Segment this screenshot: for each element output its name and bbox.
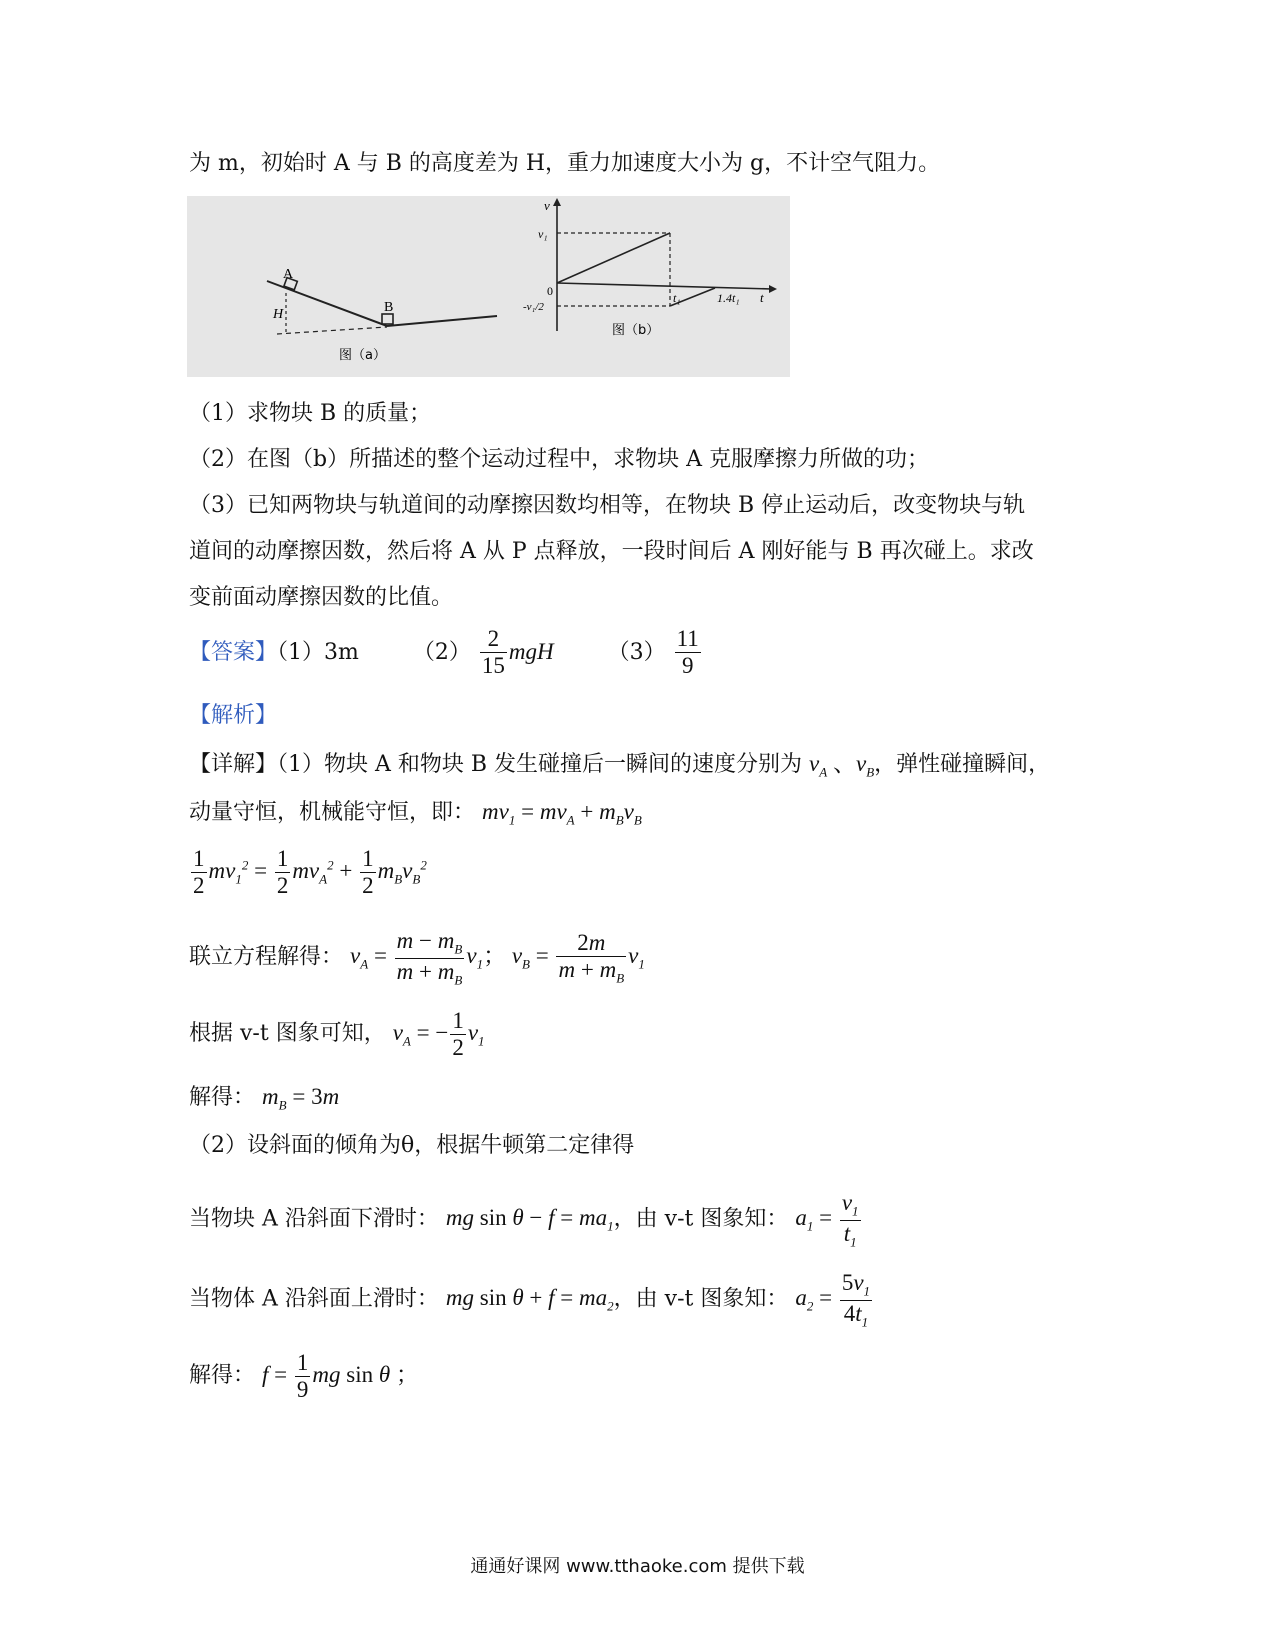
detail-text-4: 联立方程解得： xyxy=(189,944,344,970)
detail-line-10: 解得： f = $\frac{1}{9}$ mg sin θ ； xyxy=(189,1350,419,1403)
answer-part-3: （3） xyxy=(607,639,666,665)
answer-3-fraction: $\frac{11}{9}$ xyxy=(676,626,699,679)
fig-b-caption: 图（b） xyxy=(612,323,660,338)
detail-text-9-mid: ，由 v-t 图象知： xyxy=(613,1286,789,1312)
fig-a-label-A: A xyxy=(283,267,294,282)
answer-part-1: （1）3m xyxy=(277,639,359,665)
detail-line-5: 根据 v-t 图象可知， $v_A$ = − $\frac{1}{2}$ $v_1$ xyxy=(189,1008,485,1061)
problem-figure xyxy=(187,196,790,377)
detail-label: 【详解】 xyxy=(189,752,278,777)
answer-2-fraction: $\frac{2}{15}$ xyxy=(481,626,505,679)
question-3-line-3: 变前面动摩擦因数的比值。 xyxy=(189,585,454,610)
analysis-label: 【解析】 xyxy=(189,703,278,728)
answer-line xyxy=(189,626,703,680)
answer-part-2: （2） xyxy=(412,639,471,665)
detail-text-8-mid: ，由 v-t 图象知： xyxy=(613,1206,789,1232)
answer-label: 【答案】 xyxy=(189,639,278,665)
figure-b xyxy=(523,198,777,338)
fig-b-axis-t: t xyxy=(760,290,764,305)
fig-b-t1: t₁ xyxy=(673,291,681,305)
fig-b-neg: -v₁/2 xyxy=(523,301,544,313)
detail-line-2 xyxy=(189,795,642,829)
fig-a-caption: 图（a） xyxy=(339,348,386,363)
fig-b-14t1: 1.4t₁ xyxy=(717,291,740,305)
question-1: （1）求物块 B 的质量； xyxy=(189,401,432,426)
question-3-line-1: （3）已知两物块与轨道间的动摩擦因数均相等，在物块 B 停止运动后，改变物块与轨 xyxy=(189,493,1026,518)
detail-text-1: （1）物块 A 和物块 B 发生碰撞后一瞬间的速度分别为 xyxy=(277,752,803,777)
answer-2-tail: mgH xyxy=(508,638,554,664)
question-3-line-2: 道间的动摩擦因数，然后将 A 从 P 点释放，一段时间后 A 刚好能与 B 再次碰上。求改 xyxy=(189,539,1034,564)
detail-text-6: 解得： xyxy=(189,1085,256,1110)
fig-b-v1: v₁ xyxy=(538,227,548,241)
fig-b-origin: 0 xyxy=(547,284,553,298)
detail-text-9: 当物体 A 沿斜面上滑时： xyxy=(189,1286,439,1312)
energy-equation: $\frac{1}{2}$ $mv_1^2$ = $\frac{1}{2}$ $mv_A^2$ + $\frac{1}{2}$ $m_Bv_B^2$ xyxy=(193,846,427,899)
momentum-equation: $mv_1 = mv_A + m_Bv_B$ xyxy=(482,799,642,828)
detail-text-8: 当物块 A 沿斜面下滑时： xyxy=(189,1206,439,1232)
figure-svg xyxy=(187,196,790,377)
detail-line-1 xyxy=(189,745,1050,781)
fig-b-axis-v: v xyxy=(544,198,550,213)
detail-line-6: 解得： $m_B = 3m$ xyxy=(189,1084,340,1113)
question-2: （2）在图（b）所描述的整个运动过程中，求物块 A 克服摩擦力所做的功； xyxy=(189,447,929,472)
detail-text-1-tail: ，弹性碰撞瞬间， xyxy=(874,752,1051,777)
detail-line-7: （2）设斜面的倾角为θ，根据牛顿第二定律得 xyxy=(189,1133,635,1158)
footer-text: 通通好课网 www.tthaoke.com 提供下载 xyxy=(470,1556,805,1577)
fig-a-label-H: H xyxy=(273,307,284,322)
fig-a-label-B: B xyxy=(384,300,394,315)
detail-text-10: 解得： xyxy=(189,1363,256,1389)
velocity-symbols: $v_A$ 、$v_B$ xyxy=(809,751,875,780)
detail-line-9: 当物体 A 沿斜面上滑时： mg $\sin \theta + f = ma_2$，由 v-t 图象知： $a_2$ = $\frac{5v_1}{4t_1}$ xyxy=(189,1270,871,1330)
detail-text-5: 根据 v-t 图象可知， xyxy=(189,1021,386,1047)
intro-text: 为 m，初始时 A 与 B 的高度差为 H，重力加速度大小为 g，不计空气阻力。 xyxy=(189,151,941,176)
detail-line-4: 联立方程解得： $v_A$ = $\frac{m - m_B}{m + m_B}$ $v_1$； $v_B$ = $\frac{2m}{m + m_B}$ $v_1$ xyxy=(189,928,645,988)
detail-text-2: 动量守恒，机械能守恒，即： xyxy=(189,800,476,825)
figure-a xyxy=(267,267,497,363)
detail-line-8: 当物块 A 沿斜面下滑时： mg $\sin \theta - f = ma_1$，由 v-t 图象知： $a_1$ = $\frac{v_1}{t_1}$ xyxy=(189,1190,859,1250)
